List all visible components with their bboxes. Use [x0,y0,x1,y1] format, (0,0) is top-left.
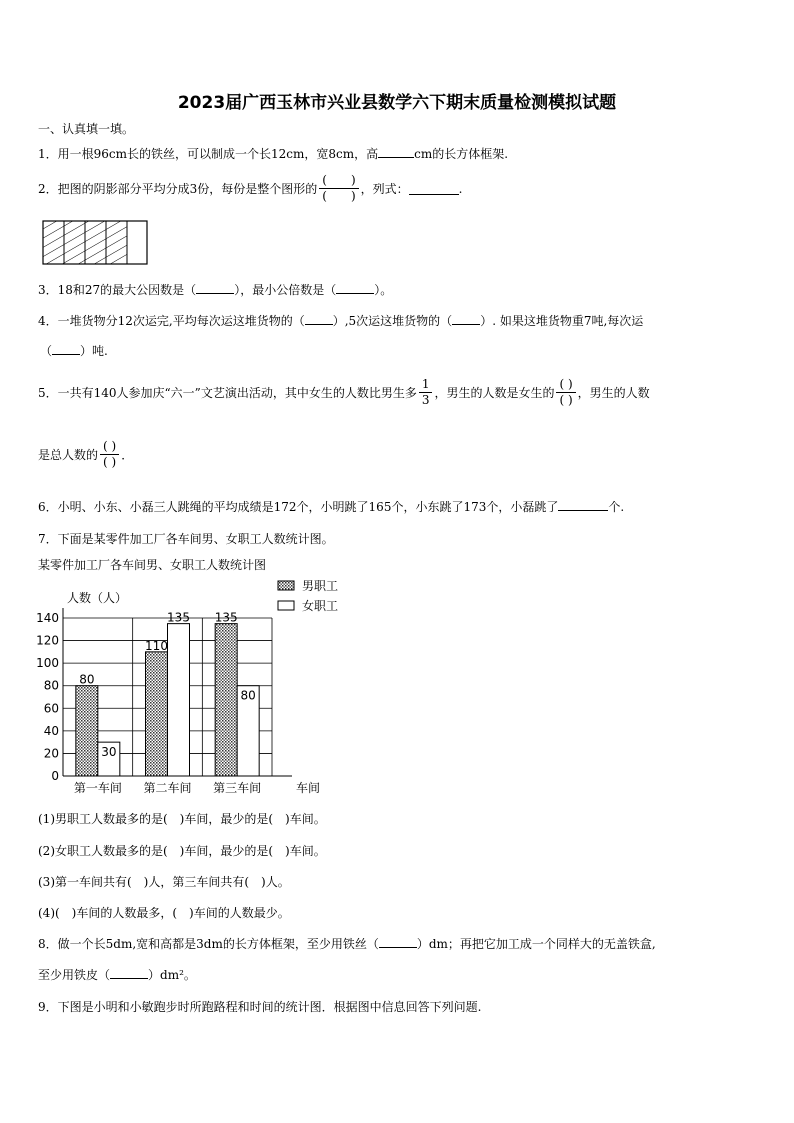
question-2 [38,174,463,203]
q7-sub-4: (4)( )车间的人数最多，( )车间的人数最少。 [38,906,290,920]
page-title: 2023届广西玉林市兴业县数学六下期末质量检测模拟试题 [177,93,617,113]
q5-frac2-top: ( ) [559,377,573,391]
q5-frac1-top: 1 [421,377,430,391]
legend-label: 男职工 [302,579,339,593]
y-tick-label: 40 [43,723,59,738]
q4-text-b: ）,5次运这堆货物的（ [332,314,453,328]
y-tick-label: 0 [51,769,59,783]
x-axis-label: 车间 [296,781,321,795]
question-4 [38,313,643,329]
data-label: 110 [145,638,168,653]
q2-fraction-bottom: ( ) [322,189,356,203]
x-tick-label: 第二车间 [143,781,192,795]
bar-male-2 [146,652,168,776]
q1-answer-blank[interactable] [378,146,414,158]
q5-frac3-bottom: ( ) [103,455,117,469]
q7-number: 7． [38,532,58,546]
q2-text-c: . [458,181,463,196]
q5-frac1-bottom: 3 [421,393,430,407]
y-tick-label: 60 [43,701,59,716]
q5-fraction-1 [419,378,433,407]
q5-text-c: ，男生的人数 [577,385,650,400]
q4-blank-2[interactable] [452,313,480,325]
q6-number: 6． [38,500,58,514]
q8-number: 8． [38,937,58,951]
legend-label: 女职工 [302,599,339,613]
question-7 [38,531,334,547]
x-tick-label: 第三车间 [213,781,262,795]
q4-text-d: （ [40,344,53,358]
q3-blank-lcm[interactable] [336,282,374,294]
q5-text-a: 一共有140人参加庆“六一”文艺演出活动，其中女生的人数比男生多 [57,385,417,400]
bar-female-2 [168,624,190,776]
data-label: 30 [101,745,117,760]
bar-chart [30,555,370,800]
data-label: 80 [240,688,256,703]
y-tick-label: 120 [36,633,59,648]
q5-frac3-top: ( ) [103,439,117,453]
question-8-cont [38,967,196,983]
q3-text-b: ），最小公倍数是（ [234,283,337,297]
question-8 [38,936,656,952]
q8-blank-sheet[interactable] [110,967,148,979]
q9-number: 9． [38,1000,58,1014]
legend-swatch [278,601,294,610]
q3-text-a: 18和27的最大公因数是（ [57,283,197,297]
y-axis-label: 人数（人） [67,591,128,605]
x-tick-label: 第一车间 [73,781,122,795]
q3-blank-gcd[interactable] [196,282,234,294]
q4-text-e: ）吨. [80,344,108,358]
q5-fraction-2[interactable] [556,378,575,407]
q8-text-b: ）dm；再把它加工成一个同样大的无盖铁盒, [416,937,656,951]
q4-text-a: 一堆货物分12次运完,平均每次运这堆货物的（ [57,314,305,328]
question-5 [38,378,650,407]
y-tick-label: 80 [43,678,59,693]
q4-blank-3[interactable] [52,343,80,355]
question-9 [38,999,481,1015]
q8-text-c: 至少用铁皮（ [38,968,111,982]
q7-sub-2: (2)女职工人数最多的是( )车间，最少的是( )车间。 [38,844,326,858]
q1-text-b: cm的长方体框架. [414,147,509,161]
bar-male-1 [76,686,98,776]
q8-blank-wire[interactable] [379,936,417,948]
question-5-cont [38,440,133,469]
q3-number: 3． [38,283,58,297]
q5-text-d: 是总人数的 [38,447,99,462]
q6-text-b: 个. [608,500,625,514]
data-label: 135 [214,610,238,625]
q3-text-c: ）。 [374,283,393,297]
q5-text-e: ． [121,447,134,462]
q6-answer-blank[interactable] [558,499,608,511]
y-tick-label: 100 [36,656,59,671]
q7-sub-3: (3)第一车间共有( )人，第三车间共有( )人。 [38,875,290,889]
y-tick-label: 20 [43,746,59,761]
q4-blank-1[interactable] [305,313,333,325]
question-4-cont [40,343,108,359]
q8-text-a: 做一个长5dm,宽和高都是3dm的长方体框架，至少用铁丝（ [57,937,379,951]
q7-text-a: 下面是某零件加工厂各车间男、女职工人数统计图。 [57,532,334,546]
q5-fraction-3[interactable] [100,440,119,469]
data-label: 135 [167,610,190,625]
q5-frac2-bottom: ( ) [559,393,573,407]
q2-fraction-top: ( ) [322,173,356,187]
q2-text-b: ，列式： [360,181,409,196]
bar-male-3 [215,624,237,776]
q5-number: 5． [38,385,58,400]
q2-answer-blank[interactable] [409,183,459,195]
question-3 [38,282,392,298]
q8-text-d: ）dm²。 [148,968,196,982]
question-1 [38,146,508,162]
chart-title: 某零件加工厂各车间男、女职工人数统计图 [38,558,267,572]
y-tick-label: 140 [36,611,59,625]
q6-text-a: 小明、小东、小磊三人跳绳的平均成绩是172个，小明跳了165个，小东跳了173个，小磊跳了 [57,500,559,514]
q2-number: 2． [38,181,58,196]
q5-text-b: ，男生的人数是女生的 [434,385,555,400]
section-heading: 一、认真填一填。 [38,122,135,136]
q2-fraction[interactable] [319,174,358,203]
question-6 [38,499,624,515]
q4-text-c: ）. 如果这堆货物重7吨,每次运 [480,314,644,328]
q1-number: 1． [38,147,58,161]
q4-number: 4． [38,314,58,328]
q7-sub-1: (1)男职工人数最多的是( )车间，最少的是( )车间。 [38,812,326,826]
shaded-rectangle-figure [42,220,148,266]
q9-text-a: 下图是小明和小敏跑步时所跑路程和时间的统计图．根据图中信息回答下列问题. [57,1000,482,1014]
q1-text-a: 用一根96cm长的铁丝，可以制成一个长12cm，宽8cm，高 [57,147,379,161]
q2-text-a: 把图的阴影部分平均分成3份，每份是整个图形的 [57,181,318,196]
legend-swatch [278,581,294,590]
data-label: 80 [79,672,95,687]
